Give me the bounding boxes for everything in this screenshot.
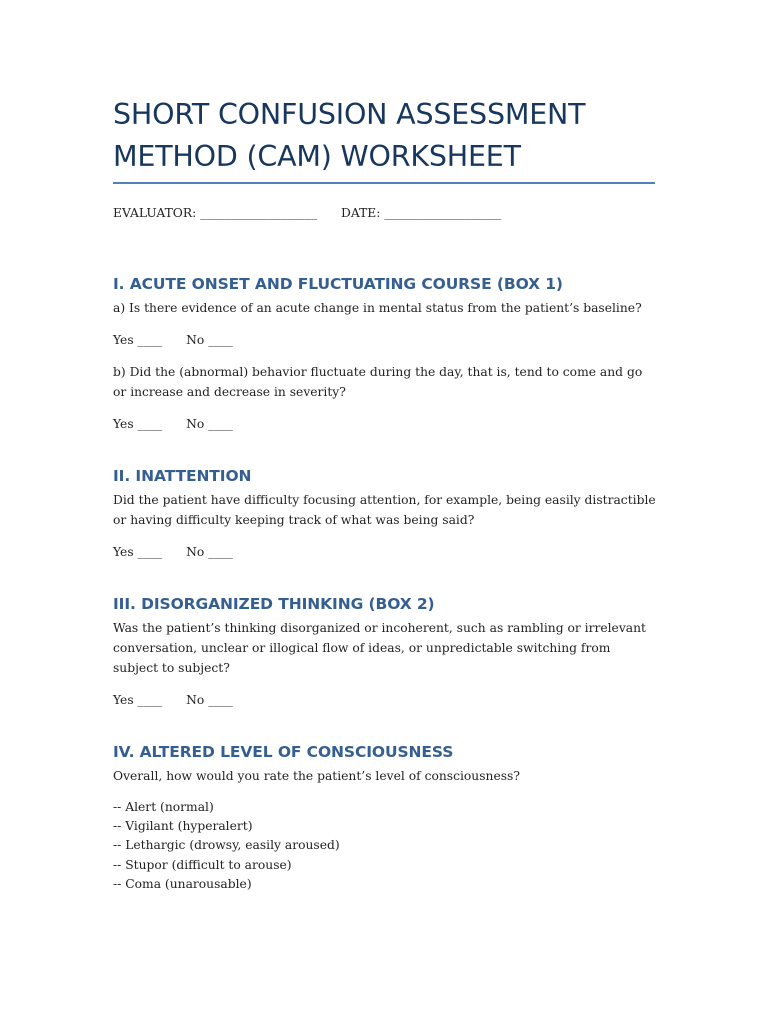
question-inattention: Did the patient have difficulty focusing attention, for example, being easily distractible or having difficulty keeping track of what was being said?	[113, 493, 656, 527]
document-content	[113, 94, 658, 894]
list-item: -- Coma (unarousable)	[113, 876, 252, 891]
document-title	[113, 94, 658, 178]
section-heading-acute-onset: I. ACUTE ONSET AND FLUCTUATING COURSE (BOX 1)	[113, 275, 563, 293]
no-blank: No ____	[186, 417, 233, 431]
question-consciousness: Overall, how would you rate the patient’s level of consciousness?	[113, 769, 520, 783]
section-heading-consciousness: IV. ALTERED LEVEL OF CONSCIOUSNESS	[113, 743, 454, 761]
yes-blank: Yes ____	[113, 545, 163, 559]
no-blank: No ____	[186, 693, 233, 707]
title-line-1: SHORT CONFUSION ASSESSMENT	[113, 98, 586, 131]
answer-fluctuate	[113, 414, 658, 434]
yes-blank: Yes ____	[113, 693, 163, 707]
answer-disorganized-thinking	[113, 690, 658, 710]
date-field: DATE: ___________________	[341, 206, 502, 220]
list-item: -- Alert (normal)	[113, 800, 214, 814]
section-heading-inattention: II. INATTENTION	[113, 467, 252, 485]
answer-inattention	[113, 542, 658, 562]
list-item: -- Lethargic (drowsy, easily aroused)	[113, 838, 340, 853]
question-fluctuate: b) Did the (abnormal) behavior fluctuate during the day, that is, tend to come and go or increase and decrease in severity?	[113, 365, 643, 399]
no-blank: No ____	[186, 333, 233, 347]
yes-blank: Yes ____	[113, 333, 163, 347]
list-item: -- Vigilant (hyperalert)	[113, 819, 253, 834]
title-line-2: METHOD (CAM) WORKSHEET	[113, 140, 521, 173]
title-underline	[113, 182, 655, 184]
list-item: -- Stupor (difficult to arouse)	[113, 857, 292, 872]
evaluator-date-line	[113, 203, 658, 223]
no-blank: No ____	[186, 545, 233, 559]
question-disorganized-thinking: Was the patient’s thinking disorganized or incoherent, such as rambling or irrelevant conversation, unclear or illogical flow of ideas, or unpredictable switching from subject to subject?	[113, 621, 646, 675]
evaluator-field: EVALUATOR: ___________________	[113, 206, 318, 220]
answer-acute-change	[113, 330, 658, 350]
question-acute-change: a) Is there evidence of an acute change in mental status from the patient’s baseline?	[113, 301, 642, 315]
consciousness-options	[113, 798, 658, 894]
yes-blank: Yes ____	[113, 417, 163, 431]
section-heading-disorganized-thinking: III. DISORGANIZED THINKING (BOX 2)	[113, 595, 435, 613]
